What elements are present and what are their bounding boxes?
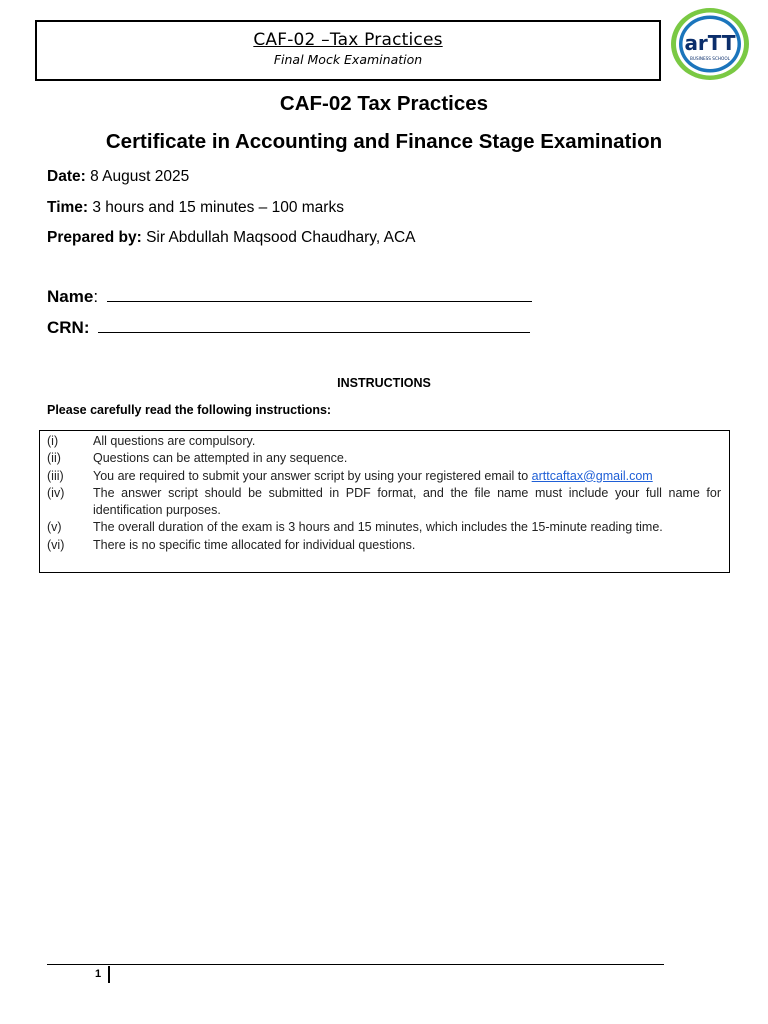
header-subtitle: Final Mock Examination bbox=[273, 52, 423, 67]
instruction-text: All questions are compulsory. bbox=[93, 434, 256, 448]
crn-blank-line[interactable] bbox=[98, 319, 530, 333]
instruction-number: (v) bbox=[47, 520, 62, 535]
instruction-item bbox=[47, 485, 721, 520]
instructions-box bbox=[39, 430, 730, 573]
artt-logo bbox=[669, 6, 751, 82]
instruction-text-part: You are required to submit your answer script by using your registered email to bbox=[93, 468, 532, 483]
crn-field bbox=[47, 318, 530, 338]
instruction-item bbox=[47, 450, 721, 467]
name-colon: : bbox=[93, 287, 99, 306]
instruction-text: There is no specific time allocated for individual questions. bbox=[93, 537, 416, 552]
exam-time bbox=[47, 199, 344, 217]
logo-text: arTT bbox=[684, 31, 736, 55]
prepared-value: Sir Abdullah Maqsood Chaudhary, ACA bbox=[146, 229, 416, 246]
instruction-text: The overall duration of the exam is 3 hours and 15 minutes, which includes the 15-minute reading time. bbox=[93, 520, 663, 535]
instruction-text bbox=[93, 468, 721, 485]
instruction-text: The answer script should be submitted in PDF format, and the file name must include your full name for identification purposes. bbox=[93, 485, 721, 518]
document-title: CAF-02 Tax Practices bbox=[279, 92, 489, 115]
instruction-number: (ii) bbox=[47, 451, 61, 466]
prepared-by bbox=[47, 229, 415, 247]
time-label: Time: bbox=[47, 199, 89, 216]
instruction-number: (iii) bbox=[47, 468, 64, 483]
exam-date bbox=[47, 168, 189, 186]
crn-label: CRN: bbox=[47, 318, 90, 337]
prepared-label: Prepared by: bbox=[47, 229, 142, 246]
name-blank-line[interactable] bbox=[107, 288, 532, 302]
document-subtitle: Certificate in Accounting and Finance Stage Examination bbox=[105, 130, 663, 153]
logo-tagline: BUSINESS SCHOOL bbox=[690, 56, 730, 61]
date-value: 8 August 2025 bbox=[90, 168, 190, 185]
footer-divider bbox=[47, 964, 664, 965]
page-number: 1 bbox=[95, 968, 102, 980]
instruction-item bbox=[47, 433, 721, 450]
header-box bbox=[35, 20, 661, 81]
instruction-number: (iv) bbox=[47, 485, 65, 500]
instruction-text: Questions can be attempted in any sequence. bbox=[93, 451, 348, 466]
instructions-heading: INSTRUCTIONS bbox=[337, 376, 431, 390]
header-title: CAF-02 –Tax Practices bbox=[253, 30, 443, 50]
instruction-number: (vi) bbox=[47, 537, 65, 552]
date-label: Date: bbox=[47, 168, 86, 185]
instruction-number: (i) bbox=[47, 434, 59, 448]
instruction-item bbox=[47, 519, 721, 536]
name-field bbox=[47, 287, 532, 307]
instruction-item bbox=[47, 468, 721, 485]
email-link[interactable]: arttcaftax@gmail.com bbox=[531, 468, 653, 483]
instructions-lead: Please carefully read the following instructions: bbox=[47, 403, 332, 417]
name-label: Name bbox=[47, 287, 94, 306]
page-number-bar bbox=[108, 966, 110, 983]
time-value: 3 hours and 15 minutes – 100 marks bbox=[92, 199, 344, 216]
instruction-item bbox=[47, 537, 721, 554]
